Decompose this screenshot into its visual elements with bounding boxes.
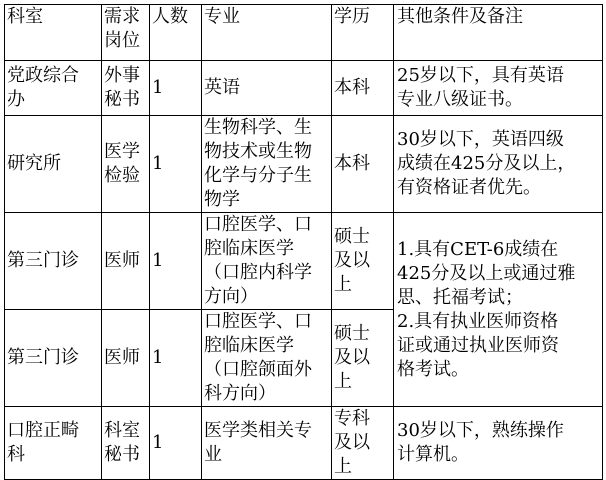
cell-education: 本科	[332, 116, 394, 213]
cell-position: 科室 秘书	[102, 407, 150, 480]
cell-dept: 第三门诊	[5, 310, 102, 407]
cell-notes: 30岁以下，英语四级 成绩在425分及以上， 有资格证者优先。	[394, 116, 603, 213]
cell-dept: 第三门诊	[5, 213, 102, 310]
header-major: 专业	[202, 5, 332, 61]
header-dept: 科室	[5, 5, 102, 61]
cell-major: 生物科学、生 物技术或生物 化学与分子生 物学	[202, 116, 332, 213]
cell-notes: 30岁以下，熟练操作 计算机。	[394, 407, 603, 480]
cell-count: 1	[150, 116, 202, 213]
cell-education: 硕士 及以 上	[332, 213, 394, 310]
cell-position: 外事 秘书	[102, 61, 150, 116]
table-row	[5, 407, 603, 480]
cell-position: 医师	[102, 213, 150, 310]
header-row	[5, 5, 603, 61]
cell-notes-merged: 1.具有CET-6成绩在 425分及以上或通过雅 思、托福考试； 2.具有执业医师资格 证或通过执业医师资 格考试。	[394, 213, 603, 407]
cell-dept: 党政综合 办	[5, 61, 102, 116]
cell-count: 1	[150, 407, 202, 480]
header-education: 学历	[332, 5, 394, 61]
header-position: 需求 岗位	[102, 5, 150, 61]
table-row	[5, 116, 603, 213]
cell-dept: 研究所	[5, 116, 102, 213]
header-count: 人数	[150, 5, 202, 61]
cell-major: 口腔医学、口 腔临床医学 （口腔内科学 方向）	[202, 213, 332, 310]
cell-notes: 25岁以下，具有英语 专业八级证书。	[394, 61, 603, 116]
cell-major: 口腔医学、口 腔临床医学 （口腔颌面外 科方向）	[202, 310, 332, 407]
cell-position: 医学 检验	[102, 116, 150, 213]
cell-position: 医师	[102, 310, 150, 407]
recruitment-table	[4, 4, 603, 480]
cell-education: 硕士 及以 上	[332, 310, 394, 407]
table-row	[5, 213, 603, 310]
cell-education: 本科	[332, 61, 394, 116]
cell-education: 专科 及以 上	[332, 407, 394, 480]
cell-major: 英语	[202, 61, 332, 116]
cell-count: 1	[150, 213, 202, 310]
cell-count: 1	[150, 310, 202, 407]
cell-dept: 口腔正畸 科	[5, 407, 102, 480]
header-notes: 其他条件及备注	[394, 5, 603, 61]
cell-count: 1	[150, 61, 202, 116]
cell-major: 医学类相关专 业	[202, 407, 332, 480]
table-row	[5, 61, 603, 116]
